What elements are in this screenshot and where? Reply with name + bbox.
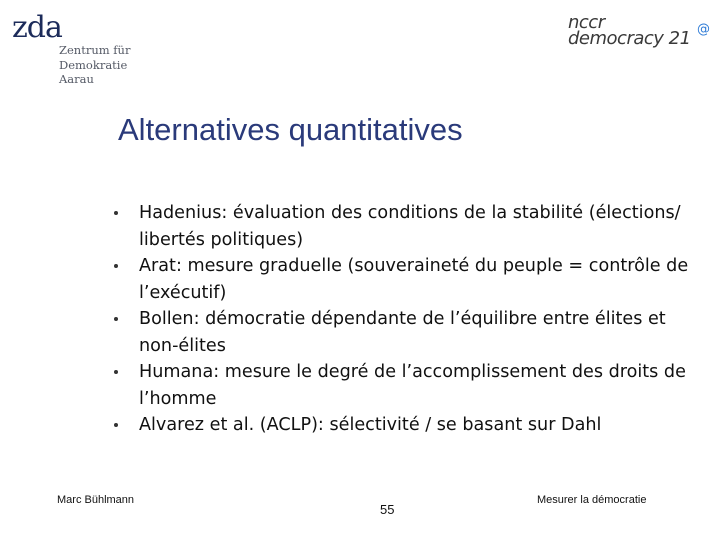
nccr-logo-bottom: democracy 21 [568,28,691,49]
bullet-list [110,200,690,439]
at-icon: @ [697,22,710,37]
bullet-text: Bollen: démocratie dépendante de l’équilibre entre élites et non-élites [139,309,666,356]
footer-topic: Mesurer la démocratie [537,494,647,506]
bullet-text: Hadenius: évaluation des conditions de la stabilité (élections/ libertés politiques) [139,203,681,250]
zda-logo-mark: zda [12,10,62,45]
bullet-text: Arat: mesure graduelle (souveraineté du peuple = contrôle de l’exécutif) [139,256,689,303]
zda-logo [12,8,142,86]
bullet-item [110,306,690,359]
bullet-item [110,359,690,412]
bullet-dot-icon [114,211,118,215]
bullet-dot-icon [114,264,118,268]
nccr-logo-top: nccr [568,12,605,33]
bullet-dot-icon [114,370,118,374]
zda-logo-line-3: Aarau [59,72,94,86]
bullet-dot-icon [114,317,118,321]
slide-title: Alternatives quantitatives [118,112,463,147]
bullet-text: Humana: mesure le degré de l’accomplissement des droits de l’homme [139,362,686,409]
nccr-logo [568,14,713,54]
bullet-item [110,200,690,253]
bullet-dot-icon [114,423,118,427]
zda-logo-line-2: Demokratie [59,58,128,72]
footer-author: Marc Bühlmann [57,494,135,506]
zda-logo-line-1: Zentrum für [59,43,131,57]
page-number: 55 [380,502,395,517]
bullet-text: Alvarez et al. (ACLP): sélectivité / se basant sur Dahl [139,415,602,435]
bullet-item [110,412,690,439]
bullet-item [110,253,690,306]
